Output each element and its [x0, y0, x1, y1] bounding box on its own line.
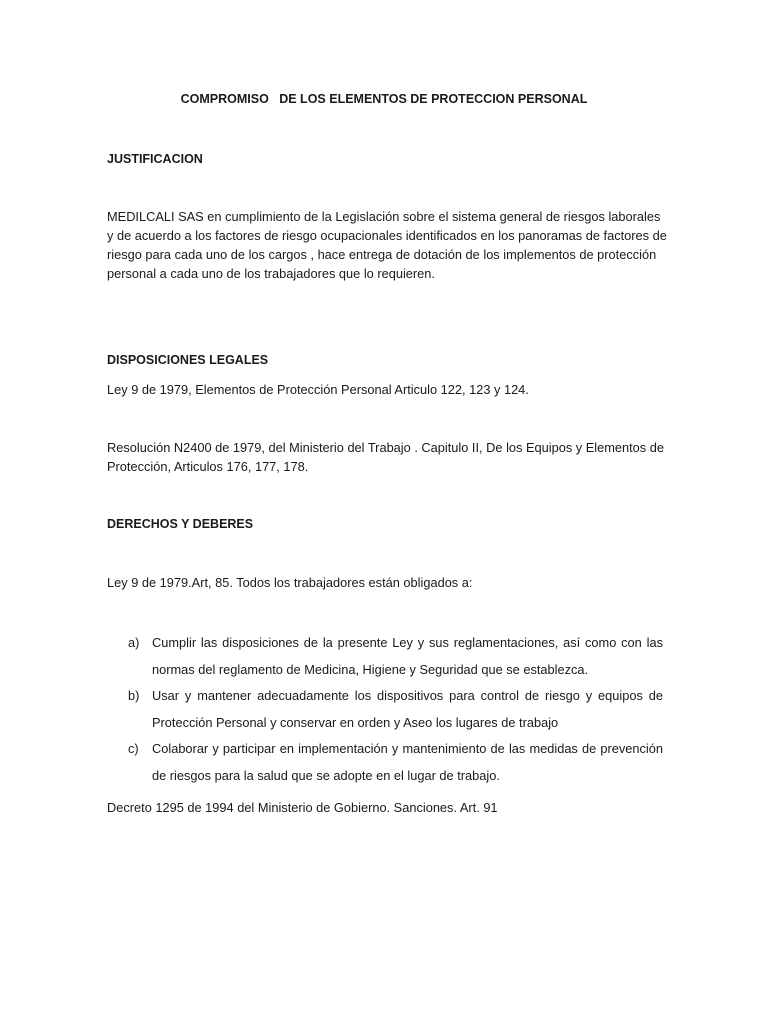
- ley-9-paragraph: Ley 9 de 1979, Elementos de Protección Personal Articulo 122, 123 y 124.: [107, 382, 529, 397]
- list-item-text: Cumplir las disposiciones de la presente Ley y sus reglamentaciones, así como con las normas del reglamento de Medicina, Higiene y Seguridad que se establezca.: [152, 635, 663, 677]
- resolucion-paragraph: Resolución N2400 de 1979, del Ministerio del Trabajo . Capitulo II, De los Equipos y Elementos de Protección, Articulos 176, 177, 178.: [107, 440, 664, 474]
- list-item-text: Colaborar y participar en implementación y mantenimiento de las medidas de prevención de riesgos para la salud que se adopte en el lugar de trabajo.: [152, 741, 663, 783]
- list-item-text: Usar y mantener adecuadamente los dispositivos para control de riesgo y equipos de Protección Personal y conservar en orden y Aseo los lugares de trabajo: [152, 688, 663, 730]
- list-item: [107, 736, 663, 789]
- list-marker: c): [128, 741, 139, 756]
- justificacion-paragraph: MEDILCALI SAS en cumplimiento de la Legislación sobre el sistema general de riesgos laborales y de acuerdo a los factores de riesgo ocupacionales identificados en los panoramas de factores de riesgo para cada uno de los cargos , hace entrega de dotación de los implementos de protección personal a cada uno de los trabajadores que lo requieren.: [107, 209, 667, 281]
- obligations-list: [107, 630, 663, 789]
- decreto-paragraph: Decreto 1295 de 1994 del Ministerio de Gobierno. Sanciones. Art. 91: [107, 800, 498, 815]
- derechos-intro-paragraph: Ley 9 de 1979.Art, 85. Todos los trabajadores están obligados a:: [107, 575, 473, 590]
- list-item: [107, 630, 663, 683]
- section-heading-disposiciones-legales: DISPOSICIONES LEGALES: [107, 353, 269, 367]
- section-heading-derechos-deberes: DERECHOS Y DEBERES: [107, 517, 254, 531]
- section-heading-justificacion: JUSTIFICACION: [107, 152, 203, 166]
- list-item: [107, 683, 663, 736]
- list-marker: b): [128, 688, 140, 703]
- document-title: COMPROMISO DE LOS ELEMENTOS DE PROTECCION PERSONAL: [180, 92, 588, 106]
- list-marker: a): [128, 635, 140, 650]
